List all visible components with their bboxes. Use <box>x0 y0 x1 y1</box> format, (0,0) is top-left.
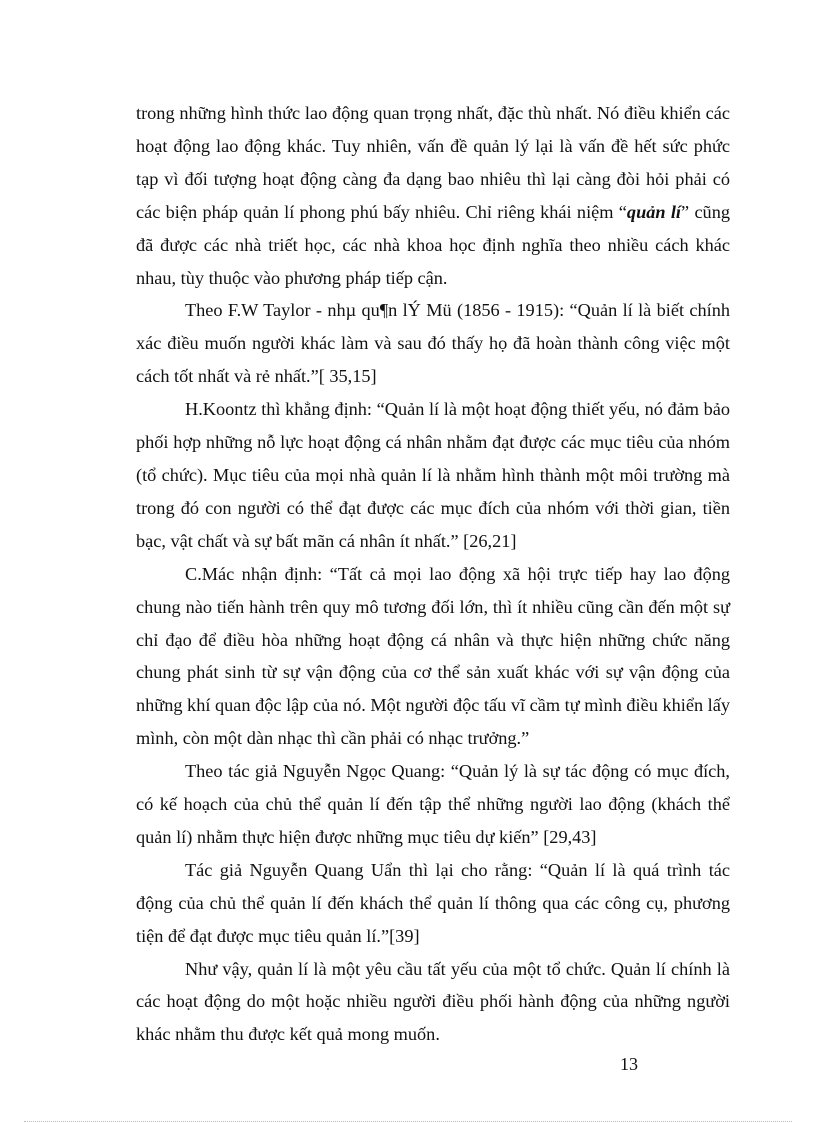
page-bottom-divider <box>24 1121 792 1122</box>
paragraph-nguyen-ngoc-quang: Theo tác giả Nguyễn Ngọc Quang: “Quản lý là sự tác động có mục đích, có kế hoạch của chủ thể quản lí đến tập thể những người lao động (khách thể quản lí) nhằm thực hiện được những mục tiêu dự kiến” [29,43] <box>136 761 730 847</box>
paragraph-koontz: H.Koontz thì khẳng định: “Quản lí là một hoạt động thiết yếu, nó đảm bảo phối hợp những nỗ lực hoạt động cá nhân nhằm đạt được các mục tiêu của nhóm (tổ chức). Mục tiêu của mọi nhà quản lí là nhằm hình thành một môi trường mà trong đó con người có thể đạt được các mục đích của nhóm với thời gian, tiền bạc, vật chất và sự bất mãn cá nhân ít nhất.” [26,21] <box>136 399 730 551</box>
paragraph-intro-text-end: ” cũng đã được các nhà triết học, các nhà khoa học định nghĩa theo nhiều cách khác nhau, tùy thuộc vào phương pháp tiếp cận. <box>136 201 730 288</box>
paragraph-intro <box>136 97 730 294</box>
paragraph-taylor: Theo F.W Taylor - nhµ qu¶n lÝ Mü (1856 - 1915): “Quản lí là biết chính xác điều muốn người khác làm và sau đó thấy họ đã hoàn thành công việc một cách tốt nhất và rẻ nhất.”[ 35,15] <box>136 300 730 387</box>
paragraph-conclusion: Như vậy, quản lí là một yêu cầu tất yếu của một tổ chức. Quản lí chính là các hoạt động do một hoặc nhiều người điều phối hành động của những người khác nhằm thu được kết quả mong muốn. <box>136 958 730 1045</box>
paragraph-intro-text: trong những hình thức lao động quan trọng nhất, đặc thù nhất. Nó điều khiển các hoạt động lao động khác. Tuy nhiên, vấn đề quản lý lại là vấn đề hết sức phức tạp vì đối tượng hoạt động càng đa dạng bao nhiêu thì lại càng đòi hỏi phải có các biện pháp quản lí phong phú bấy nhiêu. Chỉ riêng khái niệm “ <box>136 103 730 222</box>
paragraph-nguyen-quang-uan: Tác giả Nguyễn Quang Uẩn thì lại cho rằng: “Quản lí là quá trình tác động của chủ thể quản lí đến khách thể quản lí thông qua các công cụ, phương tiện để đạt được mục tiêu quản lí.”[39] <box>136 859 730 946</box>
body-text <box>136 97 730 1051</box>
page-number: 13 <box>620 1054 638 1074</box>
term-quan-li: quản lí <box>626 201 682 222</box>
paragraph-marx: C.Mác nhận định: “Tất cả mọi lao động xã hội trực tiếp hay lao động chung nào tiến hành trên quy mô tương đối lớn, thì ít nhiều cũng cần đến một sự chỉ đạo để điều hòa những hoạt động cá nhân và thực hiện những chức năng chung phát sinh từ sự vận động của cơ thể sản xuất khác với sự vận động của những khí quan độc lập của nó. Một người độc tấu vĩ cầm tự mình điều khiển lấy mình, còn một dàn nhạc thì cần phải có nhạc trưởng.” <box>136 563 730 749</box>
